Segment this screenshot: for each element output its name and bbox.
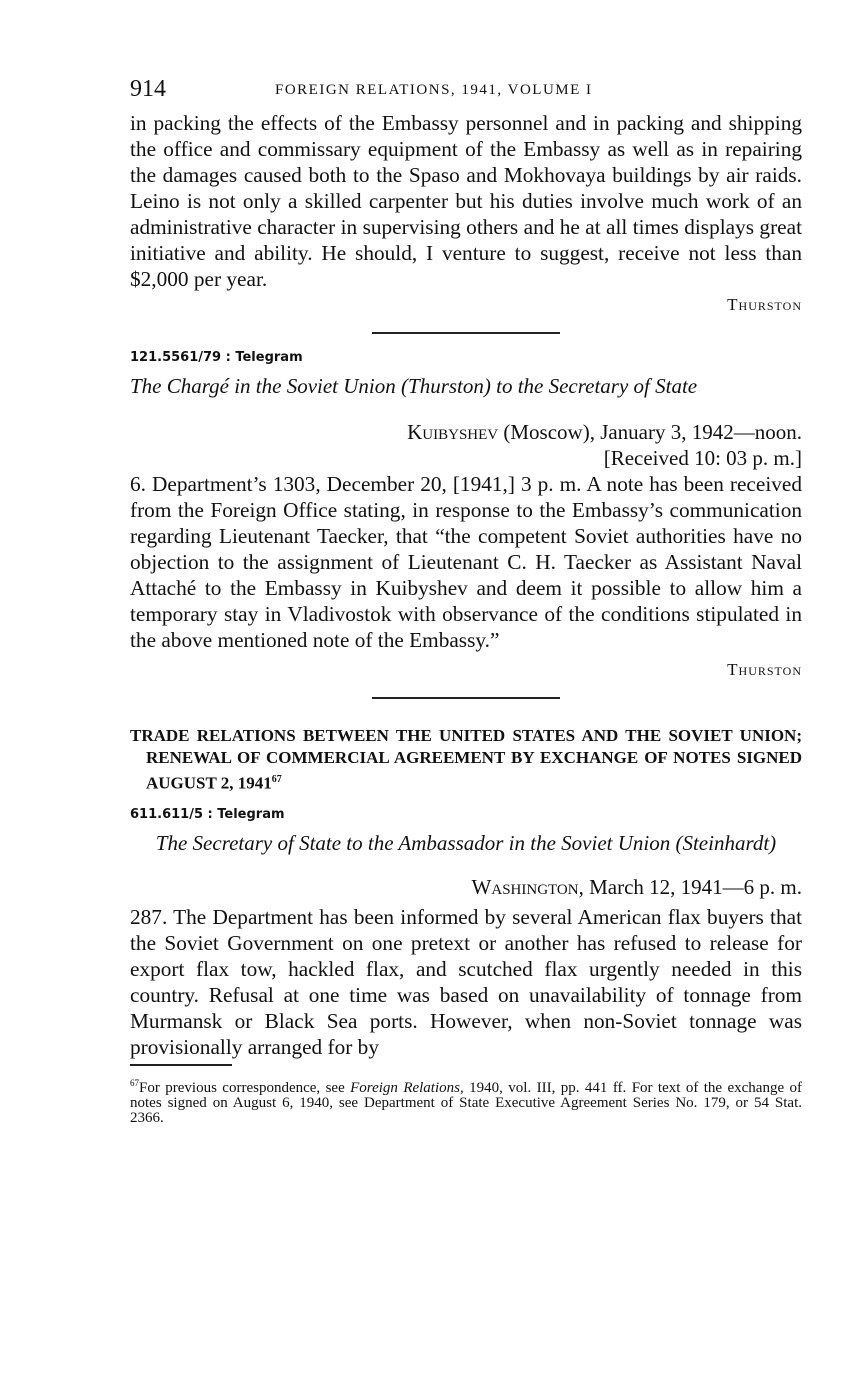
footnote-text-b: 1940, vol. III, pp. 441 ff. For text of the exchange of notes signed on August 6, 1940, see Department of State Executive Agreement Series No. 179, or 54 Stat. 2366. <box>130 1079 802 1126</box>
section-heading-text: TRADE RELATIONS BETWEEN THE UNITED STATES AND THE SOVIET UNION; RENEWAL OF COMMERCIAL AGREEMENT BY EXCHANGE OF NOTES SIGNED AUGUST 2, 1941 <box>130 726 802 793</box>
dateline-place: Washington <box>471 874 579 899</box>
footnote-reference: 67 <box>271 774 282 785</box>
dateline-date: (Moscow), January 3, 1942—noon. <box>498 420 802 444</box>
section-heading <box>130 725 802 795</box>
running-title: FOREIGN RELATIONS, 1941, VOLUME I <box>275 82 593 98</box>
signature-thurston-2: Thurston <box>727 660 802 679</box>
page-number: 914 <box>130 76 166 102</box>
signature-thurston-1: Thurston <box>727 295 802 314</box>
continuation-paragraph: in packing the effects of the Embassy personnel and in packing and shipping the office and commissary equipment of the Embassy as well as in repairing the damages caused both to the Spaso and Mokhovaya buildings by air raids. Leino is not only a skilled carpenter but his duties involve much work of an administrative character in supervising others and he at all times displays great initiative and ability. He should, I venture to suggest, receive not less than $2,000 per year. <box>130 111 802 291</box>
telegram-body: 6. Department’s 1303, December 20, [1941,] 3 p. m. A note has been received from the Foreign Office stating, in response to the Embassy’s communication regarding Lieutenant Taecker, that “the competent Soviet authorities have no objection to the assignment of Lieutenant C. H. Taecker as Assistant Naval Attaché to the Embassy in Kuibyshev and deem it possible to allow him a temporary stay in Vladivostok with observance of the conditions stipulated in the above mentioned note of the Embassy.” <box>130 472 802 652</box>
document-title: The Secretary of State to the Ambassador in the Soviet Union (Steinhardt) <box>155 830 777 855</box>
telegram-body: 287. The Department has been informed by several American flax buyers that the Soviet Government on one pretext or another has refused to release for export flax tow, hackled flax, and scutched flax urgently needed in this country. Refusal at one time was based on unavailability of tonnage from Murmansk or Black Sea ports. However, when non-Soviet tonnage was provisionally arranged for by <box>130 904 802 1059</box>
section-divider <box>372 697 560 699</box>
footnote-text-italic: Foreign Relations, <box>350 1079 464 1096</box>
dateline <box>130 419 802 445</box>
footnote-divider <box>130 1064 232 1066</box>
dateline-place: Kuibyshev <box>407 420 499 444</box>
footnote-text-a: For previous correspondence, see <box>139 1079 351 1096</box>
footnote-mark: 67 <box>130 1077 139 1088</box>
section-divider <box>372 332 560 334</box>
document-title: The Chargé in the Soviet Union (Thurston) to the Secretary of State <box>130 374 698 398</box>
footnote <box>130 1076 802 1126</box>
file-number: 611.611/5 : Telegram <box>130 806 285 822</box>
file-number: 121.5561/79 : Telegram <box>130 350 303 365</box>
dateline <box>130 874 802 900</box>
page-header <box>130 76 802 110</box>
dateline-date: , March 12, 1941—6 p. m. <box>578 874 802 899</box>
document-page <box>130 76 802 1126</box>
received-time: [Received 10: 03 p. m.] <box>603 446 802 470</box>
